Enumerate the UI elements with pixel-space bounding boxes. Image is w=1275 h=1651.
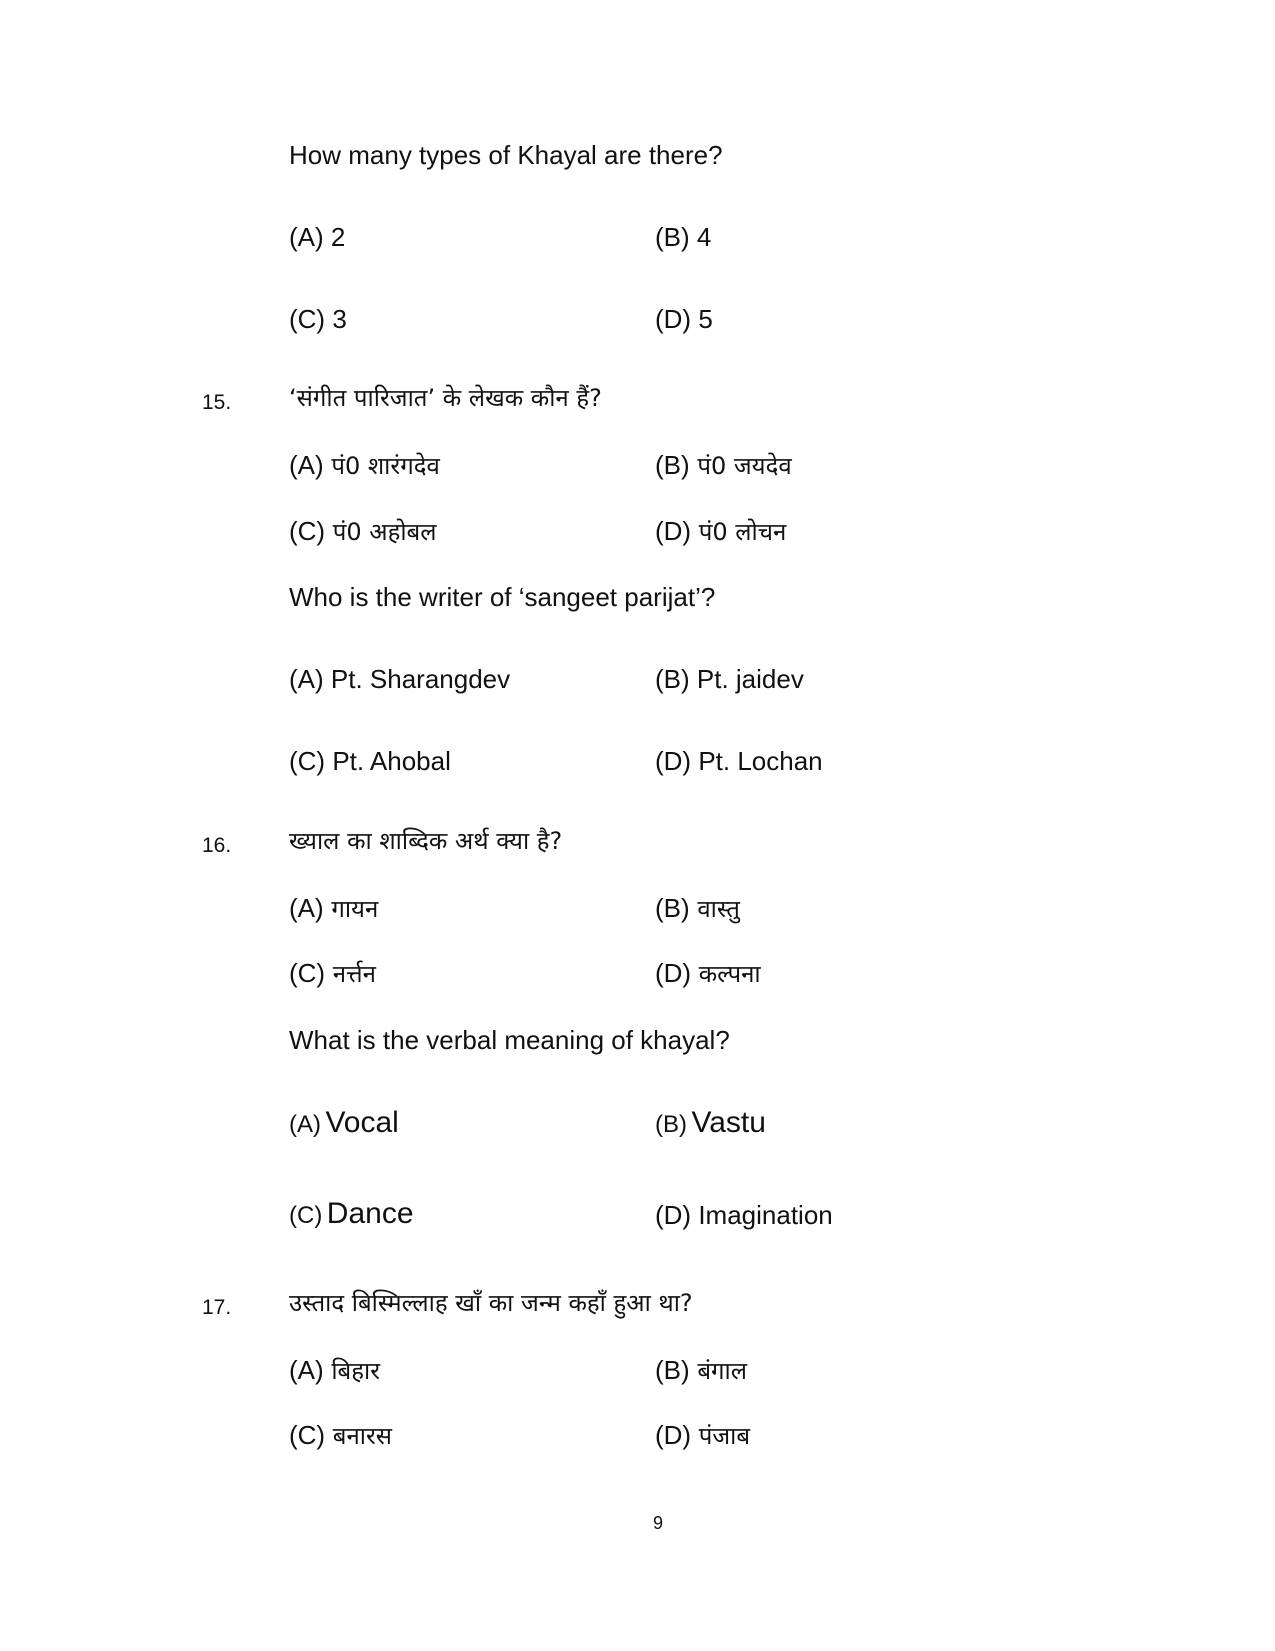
q15-english-option-b: (B) Pt. jaidev [655, 664, 804, 694]
q15-english-option-c: (C) Pt. Ahobal [289, 746, 451, 776]
q16-english-option-b [655, 1108, 766, 1138]
option-text: Imagination [698, 1200, 833, 1230]
option-label: (B) [655, 893, 690, 923]
q15-question-hindi: ‘संगीत पारिजात’ के लेखक कौन हैं? [289, 384, 602, 412]
option-text: वास्तु [697, 895, 740, 923]
option-label: (D) [655, 516, 692, 546]
option-label: (A) [289, 450, 324, 480]
q15-number: 15. [202, 391, 232, 414]
q16-hindi-option-b [655, 895, 740, 921]
q14-option-c: (C) 3 [289, 304, 347, 334]
option-text: बिहार [331, 1357, 381, 1385]
option-text: बंगाल [697, 1357, 748, 1385]
option-text: पंजाब [698, 1422, 751, 1450]
option-label: (B) [655, 1355, 690, 1385]
q16-number: 16. [202, 834, 232, 857]
q16-english-option-c [289, 1199, 414, 1229]
q16-question-hindi: ख्याल का शाब्दिक अर्थ क्या है? [289, 827, 563, 855]
q16-english-option-d [655, 1202, 833, 1228]
q17-hindi-option-c [289, 1422, 392, 1448]
option-text: Dance [326, 1197, 414, 1230]
q14-option-a: (A) 2 [289, 222, 346, 252]
option-label: (D) [655, 1200, 692, 1230]
q16-english-option-a [289, 1108, 399, 1138]
q17-hindi-option-d [655, 1422, 750, 1448]
q16-hindi-option-c [289, 960, 376, 986]
option-text: पं0 शारंगदेव [331, 452, 440, 480]
option-label: (A) [289, 893, 324, 923]
option-label: (D) [655, 1420, 692, 1450]
option-label: (C) [289, 958, 326, 988]
option-text: Vastu [691, 1106, 766, 1139]
q17-hindi-option-a [289, 1357, 380, 1383]
option-label: (A) [289, 1111, 321, 1138]
option-label: (B) [655, 450, 690, 480]
q14-question-english: How many types of Khayal are there? [289, 140, 723, 170]
option-text: बनारस [332, 1422, 393, 1450]
q17-hindi-option-b [655, 1357, 747, 1383]
option-text: नर्त्तन [332, 960, 376, 988]
option-text: पं0 अहोबल [332, 518, 437, 546]
q15-hindi-option-b [655, 452, 792, 478]
q15-english-option-d: (D) Pt. Lochan [655, 746, 823, 776]
option-label: (B) [655, 1111, 687, 1138]
option-text: कल्पना [698, 960, 761, 988]
q17-number: 17. [202, 1296, 232, 1319]
option-label: (C) [289, 1202, 323, 1229]
q17-question-hindi: उस्ताद बिस्मिल्लाह खाँ का जन्म कहाँ हुआ था? [289, 1289, 693, 1317]
q15-question-english: Who is the writer of ‘sangeet parijat’? [289, 582, 716, 612]
option-label: (C) [289, 1420, 326, 1450]
option-text: पं0 जयदेव [697, 452, 792, 480]
option-label: (D) [655, 958, 692, 988]
option-label: (A) [289, 1355, 324, 1385]
q15-english-option-a: (A) Pt. Sharangdev [289, 664, 511, 694]
q14-option-b: (B) 4 [655, 222, 712, 252]
q16-hindi-option-a [289, 895, 378, 921]
option-label: (C) [289, 516, 326, 546]
q16-hindi-option-d [655, 960, 761, 986]
q15-hindi-option-d [655, 518, 786, 544]
q15-hindi-option-a [289, 452, 440, 478]
q14-option-d: (D) 5 [655, 304, 713, 334]
option-text: पं0 लोचन [698, 518, 787, 546]
q15-hindi-option-c [289, 518, 437, 544]
page-number: 9 [653, 1513, 664, 1533]
option-text: Vocal [325, 1106, 399, 1139]
option-text: गायन [331, 895, 379, 923]
q16-question-english: What is the verbal meaning of khayal? [289, 1025, 730, 1055]
